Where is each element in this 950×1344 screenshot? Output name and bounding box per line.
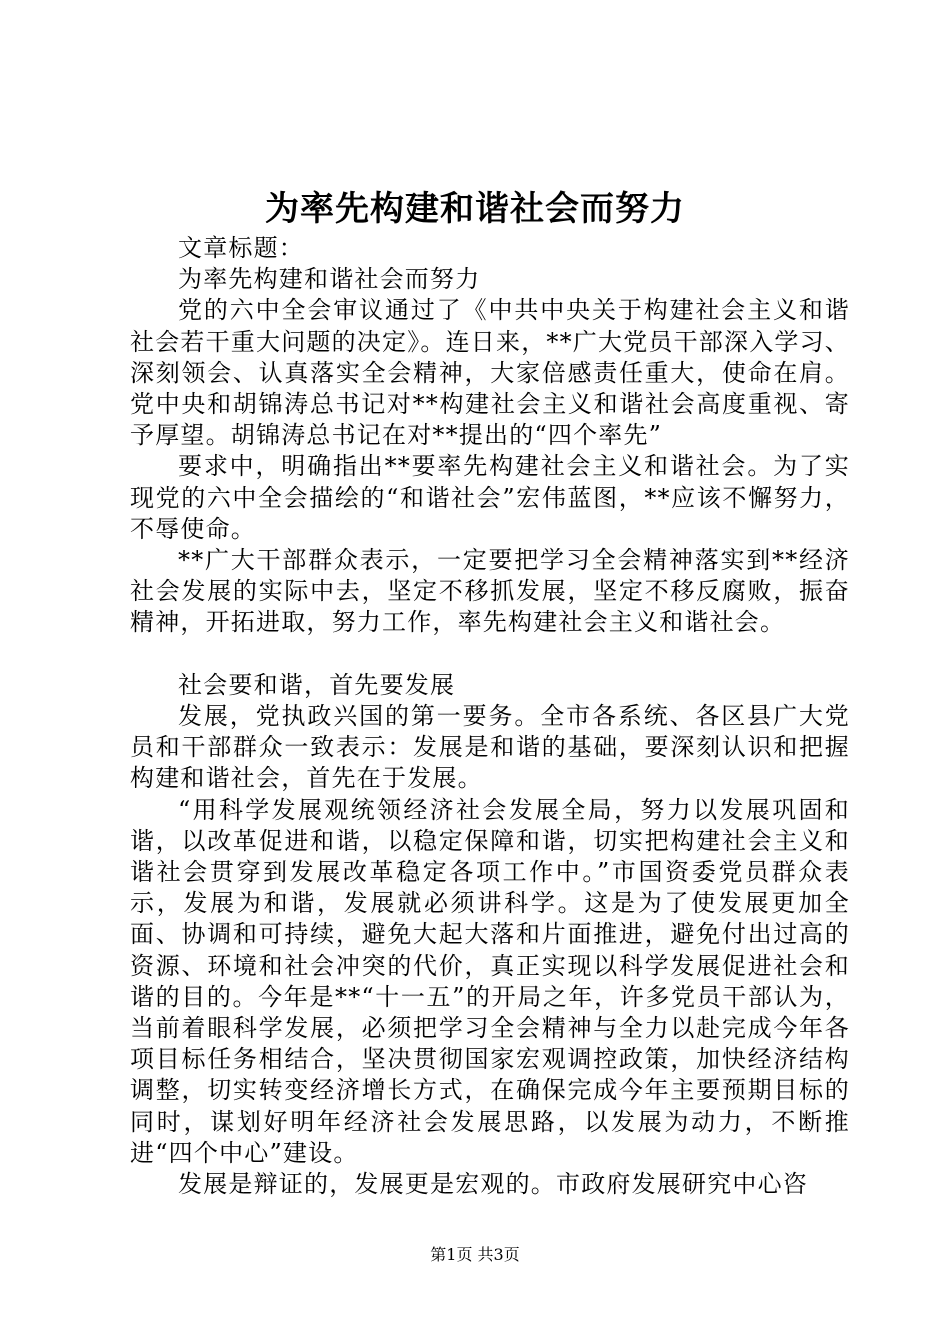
body-paragraph: “用科学发展观统领经济社会发展全局，努力以发展巩固和谐，以改革促进和谐，以稳定保障和谐，切实把构建社会主义和谐社会贯穿到发展改革稳定各项工作中。”市国资委党员群众表示，发展为和谐，发展就必须讲科学。这是为了使发展更加全面、协调和可持续，避免大起大落和片面推进，避免付出过高的资源、环境和社会冲突的代价，真正实现以科学发展促进社会和谐的目的。今年是**“十一五”的开局之年，许多党员干部认为，当前着眼科学发展，必须把学习全会精神与全力以赴完成今年各项目标任务相结合，坚决贯彻国家宏观调控政策，加快经济结构调整，切实转变经济增长方式，在确保完成今年主要预期目标的同时，谋划好明年经济社会发展思路，以发展为动力，不断推进“四个中心”建设。 (130, 795, 850, 1167)
document-title: 为率先构建和谐社会而努力 (265, 189, 685, 229)
body-paragraph: **广大干部群众表示，一定要把学习全会精神落实到**经济社会发展的实际中去，坚定不移抓发展，坚定不移反腐败，振奋精神，开拓进取，努力工作，率先构建社会主义和谐社会。 (130, 546, 850, 637)
document-body (130, 233, 850, 1200)
body-paragraph: 要求中，明确指出**要率先构建社会主义和谐社会。为了实现党的六中全会描绘的“和谐社会”宏伟蓝图，**应该不懈努力，不辱使命。 (130, 452, 850, 543)
body-paragraph: 为率先构建和谐社会而努力 (178, 265, 481, 294)
body-paragraph: 党的六中全会审议通过了《中共中央关于构建社会主义和谐社会若干重大问题的决定》。连日来，**广大党员干部深入学习、深刻领会、认真落实全会精神，大家倍感责任重大，使命在肩。党中央和胡锦涛总书记对**构建社会主义和谐社会高度重视、寄予厚望。胡锦涛总书记在对**提出的“四个率先” (130, 296, 850, 450)
blank-line (130, 639, 850, 670)
body-paragraph: 发展，党执政兴国的第一要务。全市各系统、各区县广大党员和干部群众一致表示：发展是和谐的基础，要深刻认识和把握构建和谐社会，首先在于发展。 (130, 702, 850, 793)
body-paragraph: 发展是辩证的，发展更是宏观的。市政府发展研究中心咨 (178, 1170, 808, 1199)
page-footer: 第1页 共3页 (430, 1245, 520, 1264)
section-heading: 社会要和谐，首先要发展 (178, 670, 456, 699)
body-paragraph: 文章标题： (178, 234, 304, 262)
